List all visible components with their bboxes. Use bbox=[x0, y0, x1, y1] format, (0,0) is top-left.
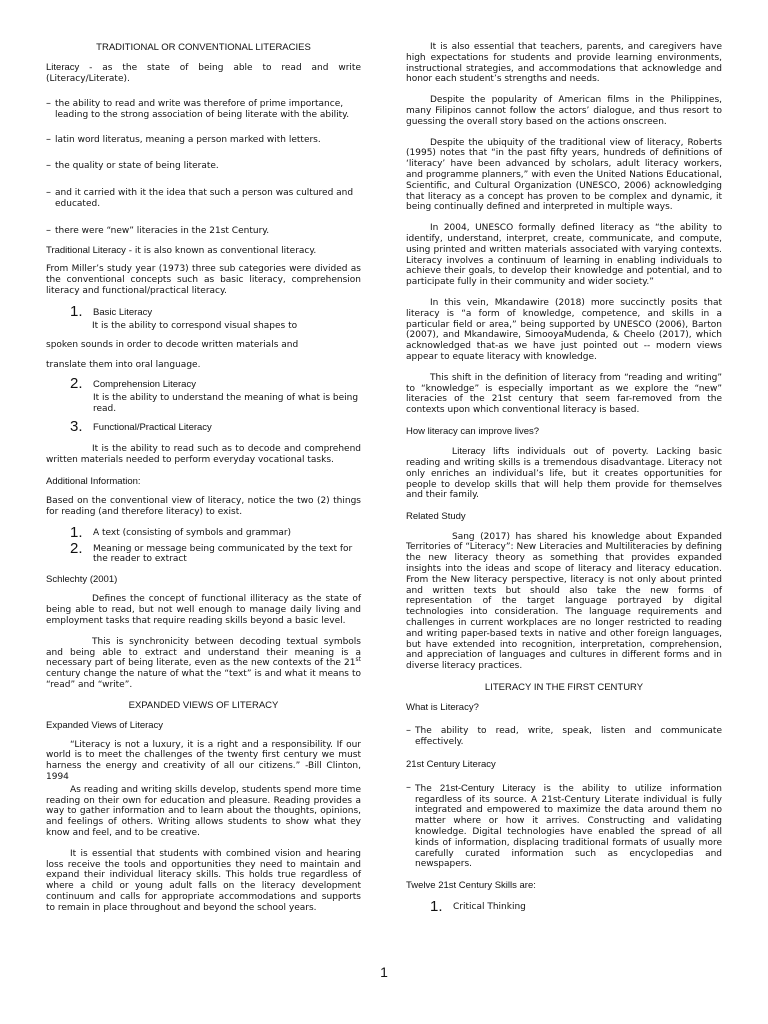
basic-literacy-line: It is the ability to correspond visual shapes to bbox=[92, 320, 298, 331]
list-number: 2. bbox=[70, 539, 83, 557]
improve-lives-heading: How literacy can improve lives? bbox=[406, 425, 540, 437]
basic-literacy-line: translate them into oral language. bbox=[46, 360, 201, 371]
twelve-skills-heading: Twelve 21st Century Skills are: bbox=[406, 880, 536, 892]
c21-literacy-heading: 21st Century Literacy bbox=[406, 759, 496, 771]
section-title-traditional: TRADITIONAL OR CONVENTIONAL LITERACIES bbox=[96, 42, 311, 53]
synchronicity-paragraph bbox=[46, 637, 361, 691]
traditional-term: Traditional Literacy bbox=[46, 244, 126, 256]
list-number: 3. bbox=[70, 418, 83, 436]
basic-literacy-line: spoken sounds in order to decode written materials and bbox=[46, 340, 299, 351]
roberts-paragraph: Despite the ubiquity of the traditional view of literacy, Roberts (1995) notes that “in the past fifty years, hundreds of definitions of ‘literacy’ have been advanced by scholars, adult literacy workers, and programme planners,” with even the United Nations Educational, Scientific, and Cultural Organization (UNESCO, 2006) acknowledging that literacy as a concept has proven to be complex and dynamic, it being continually defined and interpreted in multiple ways. bbox=[406, 137, 722, 213]
comprehension-literacy-desc: It is the ability to understand the meaning of what is being read. bbox=[93, 392, 359, 414]
functional-literacy-title: Functional/Practical Literacy bbox=[93, 422, 212, 434]
bullet-item: – latin word literatus, meaning a person marked with letters. bbox=[46, 135, 361, 146]
list-item-comprehension bbox=[46, 374, 361, 392]
c21-term: 21st-Century Literacy bbox=[439, 782, 536, 794]
shift-paragraph: This shift in the definition of literacy from “reading and writing” to “knowledge” is especially important as we explore the “new” literacies of the 21st century that seem far-removed from the contexts upon which conventional literacy is based. bbox=[406, 372, 722, 416]
c21-text: is the ability to utilize information regardless of its source. A 21st-Century Literate individual is fully integrated and empowered to maximize the data around them no matter where or how it arrives. Constructing and validating knowledge. Digital technologies have enabled the spread of all kinds of information, displacing traditional formats of usually more carefully curated information such as encyclopedias and newspapers. bbox=[415, 783, 722, 870]
literacy-definition bbox=[46, 62, 361, 85]
teachers-paragraph: It is also essential that teachers, parents, and caregivers have high expectations for students and provide learning environments, instructional strategies, and accommodations that acknowledge and honor each student’s strengths and needs. bbox=[406, 42, 722, 85]
improve-lives-paragraph bbox=[406, 446, 722, 501]
schlechty-paragraph: Defines the concept of functional illiteracy as the state of being able to read, but not well enough to manage daily living and employment tasks that require reading skills beyond a basic level. bbox=[46, 594, 361, 627]
list-item-text: Meaning or message being communicated by the text for the reader to extract bbox=[93, 543, 353, 565]
related-study-heading: Related Study bbox=[406, 511, 466, 523]
c21-literacy-bullet bbox=[406, 783, 722, 870]
unesco-paragraph: In 2004, UNESCO formally defined literacy as “the ability to identify, understand, interpret, create, communicate, and compute, using printed and written materials associated with varying contexts. Literacy involves a continuum of learning in enabling individuals to achieve their goals, to develop their knowledge and potential, and to participate fully in their community and wider society.” bbox=[406, 223, 722, 288]
bullet-item: – the quality or state of being literate. bbox=[46, 161, 361, 172]
list-item-basic bbox=[46, 302, 361, 320]
what-is-literacy-heading: What is Literacy? bbox=[406, 702, 479, 714]
literacy-term: Literacy bbox=[46, 62, 80, 74]
skill-text: Critical Thinking bbox=[453, 901, 526, 912]
right-column bbox=[406, 42, 722, 915]
list-number: 2. bbox=[70, 374, 83, 392]
improve-text: lifts individuals out of poverty. Lacking basic reading and writing skills is a tremendous disadvantage. Literacy not only enriches an individual’s life, but it creates opportunities for people to develop skills that will help them provide for themselves and their family. bbox=[406, 447, 722, 501]
list-number: 1. bbox=[430, 897, 443, 915]
list-item bbox=[46, 523, 361, 541]
superscript: st bbox=[355, 656, 361, 664]
page-number: 1 bbox=[380, 964, 388, 980]
additional-info-text: Based on the conventional view of literacy, notice the two (2) things for reading (and therefore literacy) to exist. bbox=[46, 496, 361, 517]
traditional-def-text: - it is also known as conventional literacy. bbox=[125, 245, 317, 256]
list-number: 1. bbox=[70, 302, 83, 320]
basic-literacy-title: Basic Literacy bbox=[93, 306, 153, 318]
bullet-item: – The ability to read, write, speak, listen and communicate effectively. bbox=[406, 726, 722, 748]
additional-info-heading: Additional Information: bbox=[46, 475, 141, 487]
expanded-views-heading: Expanded Views of Literacy bbox=[46, 720, 164, 732]
list-number: 1. bbox=[70, 523, 83, 541]
c21-pre: The bbox=[415, 783, 440, 794]
list-item-functional bbox=[46, 418, 361, 436]
traditional-literacy bbox=[46, 245, 361, 257]
functional-literacy-desc: It is the ability to read such as to decode and comprehend written materials needed to perform everyday vocational tasks. bbox=[46, 444, 361, 465]
list-item-text: A text (consisting of symbols and grammar) bbox=[93, 527, 292, 538]
list-item-critical-thinking bbox=[406, 897, 722, 915]
section-title-expanded: EXPANDED VIEWS OF LITERACY bbox=[128, 699, 279, 711]
section-title-first-century: LITERACY IN THE FIRST CENTURY bbox=[484, 682, 644, 694]
list-item bbox=[46, 539, 361, 566]
miller-paragraph: From Miller’s study year (1973) three sub categories were divided as the conventional concepts such as basic literacy, comprehension literacy and functional/practical literacy. bbox=[46, 264, 361, 296]
left-column bbox=[46, 42, 361, 914]
synchronicity-text: This is synchronicity between decoding textual symbols and being able to extract and understand their meaning is a necessary part of being literate, even as the new contexts of the 21 bbox=[46, 636, 361, 669]
synchronicity-text-end: century change the nature of what the “text” is and what it means to “read” and “write”. bbox=[46, 669, 361, 691]
clinton-quote: “Literacy is not a luxury, it is a right and a responsibility. If our world is to meet the challenges of the twenty first century we must harness the energy and creativity of all our citizens.” -Bill Clinton, 1994 bbox=[46, 739, 361, 783]
related-study-paragraph: Sang (2017) has shared his knowledge about Expanded Territories of “Literacy”: New Literacies and Multiliteracies by defining the new literacy theory as something that provides expanded insights into the ideas and scope of literacy and literacy education. From the New literacy perspective, literacy is not only about printed and written texts but should also take the new forms of representation of the target language portrayed by digital technologies into consideration. The language requirements and challenges in current workplaces are no longer restricted to reading and writing paper-based texts in native and other foreign languages, but have extended into recognition, interpretation, comprehension, and appreciation of languages and cultures in different forms and in diverse literacy practices. bbox=[406, 531, 722, 672]
schlechty-heading: Schlechty (2001) bbox=[46, 574, 118, 586]
bullet-item: – the ability to read and write was therefore of prime importance, leading to the strong association of being literate with the ability. bbox=[46, 99, 361, 121]
bullet-item: – there were “new” literacies in the 21st Century. bbox=[46, 226, 361, 237]
films-paragraph: Despite the popularity of American films in the Philippines, many Filipinos cannot follow the actors’ dialogue, and thus resort to guessing the overall story based on the actions onscreen. bbox=[406, 95, 722, 127]
improve-term: Literacy bbox=[452, 446, 486, 458]
bullet-item: – and it carried with it the idea that such a person was cultured and educated. bbox=[46, 188, 361, 210]
literacy-def-text: - as the state of being able to read and write (Literacy/Literate). bbox=[46, 63, 361, 85]
mkandawire-paragraph: In this vein, Mkandawire (2018) more succinctly posits that literacy is “a form of knowledge, competence, and skills in a particular field or area,” being supported by UNESCO (2006), Barton (2007), and Mkandawire, SimooyaMudenda, & Cheelo (2017), which acknowledged that-as we have just pointed out -- modern views appear to equate literacy with knowledge. bbox=[406, 297, 722, 362]
comprehension-literacy-title: Comprehension Literacy bbox=[93, 378, 196, 390]
reading-paragraph: As reading and writing skills develop, students spend more time reading on their own for education and pleasure. Reading provides a way to gather information and to learn about the thoughts, opinions, and feelings of others. Writing allows students to show what they know and feel, and to be creative. bbox=[46, 784, 361, 839]
essential-paragraph: It is essential that students with combined vision and hearing loss receive the tools and opportunities they need to maintain and expand their individual literacy skills. This holds true regardless of where a child or young adult falls on the literacy development continuum and calls for appropriate accommodations and supports to remain in place throughout and beyond the school years. bbox=[46, 848, 361, 913]
